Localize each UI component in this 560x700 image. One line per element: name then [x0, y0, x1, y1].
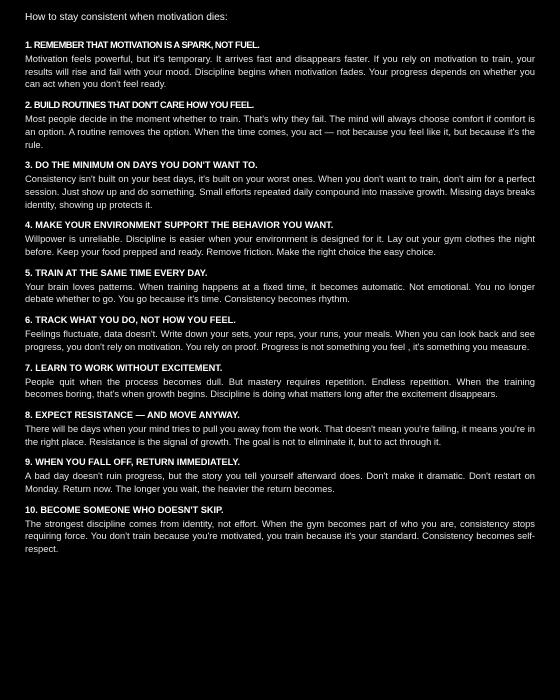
section-body: People quit when the process becomes dull. But mastery requires repetition. Endless repetition. When the training becomes boring, that's when growth begins. Discipline is doing what matters long after the excitement disappears. [25, 375, 535, 400]
section-heading: 6. TRACK WHAT YOU DO, NOT HOW YOU FEEL. [25, 315, 236, 326]
section-9 [25, 456, 535, 495]
section-heading: 3. DO THE MINIMUM ON DAYS YOU DON'T WANT TO. [25, 160, 258, 171]
section-heading: 10. BECOME SOMEONE WHO DOESN'T SKIP. [25, 504, 224, 515]
section-body: Your brain loves patterns. When training happens at a fixed time, it becomes automatic. Not emotional. You no longer debate whether to go. You go because it's time. Consistency becomes rhythm. [25, 280, 535, 305]
section-4 [25, 219, 535, 258]
page-title: How to stay consistent when motivation dies: [25, 12, 228, 23]
section-body: The strongest discipline comes from identity, not effort. When the gym becomes part of who you are, consistency stops requiring force. You don't train because you're motivated, you train because it's your standard. Consistency becomes self-respect. [25, 517, 535, 555]
section-7 [25, 362, 535, 401]
section-body: There will be days when your mind tries to pull you away from the work. That doesn't mean you're failing, it means you're in the right place. Resistance is the signal of growth. The goal is not to eliminate it, but to act through it. [25, 422, 535, 447]
section-3 [25, 159, 535, 211]
document-page [25, 11, 535, 564]
section-heading: 8. EXPECT RESISTANCE — AND MOVE ANYWAY. [25, 409, 240, 420]
section-heading: 1. REMEMBER THAT MOTIVATION IS A SPARK, NOT FUEL. [25, 40, 260, 50]
section-body: Most people decide in the moment whether to train. That's why they fail. The mind will always choose comfort if comfort is an option. A routine removes the option. When the time comes, you act — not because you feel like it, but because it's the rule. [25, 113, 535, 150]
section-5 [25, 267, 535, 306]
section-heading: 5. TRAIN AT THE SAME TIME EVERY DAY. [25, 267, 208, 278]
section-heading: 4. MAKE YOUR ENVIRONMENT SUPPORT THE BEHAVIOR YOU WANT. [25, 220, 334, 231]
section-heading: 2. BUILD ROUTINES THAT DON'T CARE HOW YOU FEEL. [25, 100, 254, 111]
section-6 [25, 314, 535, 353]
section-body: Willpower is unreliable. Discipline is easier when your environment is designed for it. Lay out your gym clothes the night before. Keep your food prepped and ready. Remove friction. Make the right choice the easy choice. [25, 233, 535, 258]
section-heading: 7. LEARN TO WORK WITHOUT EXCITEMENT. [25, 362, 223, 373]
section-heading: 9. WHEN YOU FALL OFF, RETURN IMMEDIATELY. [25, 457, 241, 468]
section-10 [25, 504, 535, 556]
section-body: Feelings fluctuate, data doesn't. Write down your sets, your reps, your runs, your meals. When you can look back and see progress, you don't rely on motivation. You rely on proof. Progress is not something you feel , it's something you measure. [25, 328, 535, 352]
section-1 [25, 39, 535, 91]
section-body: A bad day doesn't ruin progress, but the story you tell yourself afterward does. Don't make it dramatic. Don't restart on Monday. Return now. The longer you wait, the heavier the return becomes. [25, 470, 535, 495]
section-2 [25, 99, 535, 151]
section-8 [25, 409, 535, 448]
section-body: Motivation feels powerful, but it's temporary. It arrives fast and disappears faster. If you rely on motivation to train, your results will rise and fall with your mood. Discipline begins when motivation fades. Your progress depends on whether you can act when you don't feel ready. [25, 53, 535, 90]
section-body: Consistency isn't built on your best days, it's built on your worst ones. When you don't want to train, don't aim for a perfect session. Just show up and do something. Small efforts repeated daily compound into massive growth. Missing days breaks identity, showing up protects it. [25, 173, 535, 210]
